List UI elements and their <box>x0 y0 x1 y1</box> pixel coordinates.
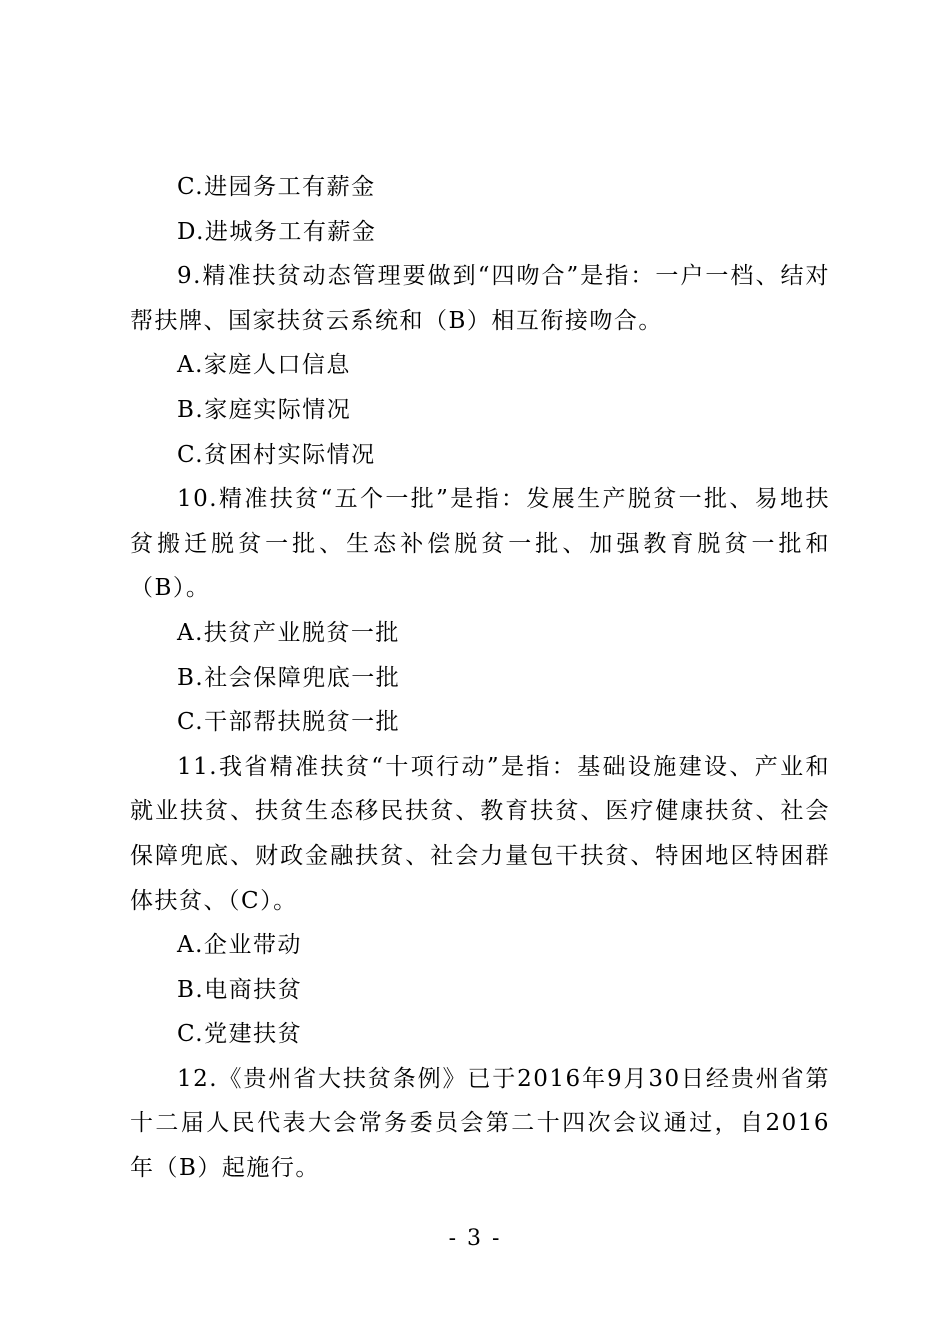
option-8d: D.进城务工有薪金 <box>177 218 377 245</box>
option-11a: A.企业带动 <box>177 932 302 959</box>
question-11: 11.我省精准扶贫“十项行动”是指：基础设施建设、产业和就业扶贫、扶贫生态移民扶贫、教育扶贫、医疗健康扶贫、社会保障兜底、财政金融扶贫、社会力量包干扶贫、特困地区特困群体扶贫、（C）。 <box>130 753 830 914</box>
option-9c: C.贫困村实际情况 <box>177 441 376 468</box>
option-10c: C.干部帮扶脱贫一批 <box>177 709 401 736</box>
option-11c: C.党建扶贫 <box>177 1021 303 1048</box>
question-9: 9.精准扶贫动态管理要做到“四吻合”是指：一户一档、结对帮扶牌、国家扶贫云系统和（B）相互衔接吻合。 <box>130 263 830 334</box>
option-11b: B.电商扶贫 <box>177 976 303 1003</box>
option-9a: A.家庭人口信息 <box>177 352 351 379</box>
document-body <box>130 165 830 1191</box>
question-12: 12.《贵州省大扶贫条例》已于2016年9月30日经贵州省第十二届人民代表大会常务委员会第二十四次会议通过，自2016年（B）起施行。 <box>130 1065 830 1182</box>
option-10a: A.扶贫产业脱贫一批 <box>177 619 400 646</box>
option-10b: B.社会保障兜底一批 <box>177 664 401 691</box>
question-10: 10.精准扶贫“五个一批”是指：发展生产脱贫一批、易地扶贫搬迁脱贫一批、生态补偿脱贫一批、加强教育脱贫一批和（B）。 <box>130 486 830 602</box>
option-8c: C.进园务工有薪金 <box>177 174 376 200</box>
option-9b: B.家庭实际情况 <box>177 396 352 423</box>
page-number: - 3 - <box>448 1226 502 1251</box>
